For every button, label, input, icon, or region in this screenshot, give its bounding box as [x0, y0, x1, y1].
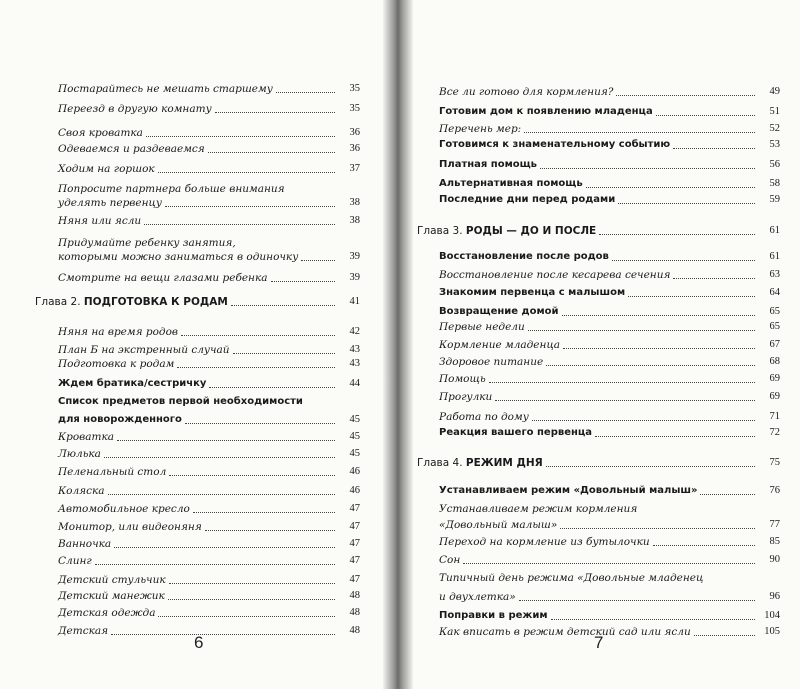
entry-page-number: 63: [769, 269, 780, 280]
toc-entry: [58, 77, 360, 95]
entry-title: Пеленальный стол: [58, 466, 167, 478]
dot-leader: [301, 260, 335, 261]
entry-page-number: 67: [769, 339, 780, 350]
entry-title: Как вписать в режим детский сад или ясли: [439, 626, 691, 638]
entry-page-number: 44: [349, 378, 360, 389]
toc-entry: [58, 584, 360, 602]
dot-leader: [653, 545, 755, 546]
entry-title: Платная помощь: [439, 159, 537, 170]
entry-page-number: 75: [769, 457, 780, 468]
toc-entry: [439, 245, 780, 263]
toc-entry: [439, 350, 780, 368]
entry-title: и двухлетка»: [439, 591, 516, 603]
dot-leader: [560, 528, 755, 529]
entry-page-number: 41: [349, 296, 360, 307]
toc-entry: [58, 515, 360, 533]
entry-page-number: 48: [349, 607, 360, 618]
entry-page-number: 105: [764, 626, 780, 637]
entry-page-number: 36: [349, 127, 360, 138]
dot-leader: [177, 367, 335, 368]
toc-entry: [439, 80, 780, 98]
entry-title: Возвращение домой: [439, 306, 559, 317]
entry-title: Поправки в режим: [439, 610, 548, 621]
dot-leader: [616, 95, 755, 96]
entry-page-number: 56: [769, 159, 780, 170]
dot-leader: [144, 224, 335, 225]
chapter-name: РОДЫ — ДО И ПОСЛЕ: [465, 225, 597, 237]
dot-leader: [563, 348, 755, 349]
entry-title: уделять первенцу: [58, 197, 162, 209]
chapter-label: Глава 4.: [417, 457, 466, 469]
toc-entry: [439, 263, 780, 281]
entry-title: Кормление младенца: [439, 339, 561, 351]
chapter-label: Глава 3.: [417, 225, 466, 237]
entry-page-number: 58: [769, 178, 780, 189]
dot-leader: [673, 148, 755, 149]
toc-entry: [58, 460, 360, 478]
entry-page-number: 46: [349, 466, 360, 477]
dot-leader: [108, 494, 336, 495]
chapter-label: Глава 2.: [35, 296, 84, 308]
toc-chapter-heading: [417, 451, 780, 469]
entry-title: Ходим на горшок: [58, 163, 155, 175]
toc-entry: [439, 315, 780, 333]
dot-leader: [700, 494, 755, 495]
entry-title: Детский стульчик: [58, 574, 166, 586]
entry-title: Детский манежик: [58, 590, 165, 602]
toc-entry: [58, 209, 360, 227]
entry-page-number: 47: [349, 574, 360, 585]
entry-title: Помощь: [439, 373, 486, 385]
toc-entry: [58, 619, 360, 637]
dot-leader: [95, 564, 335, 565]
toc-entry: [439, 385, 780, 403]
chapter-title: [417, 457, 543, 469]
chapter-title: [417, 225, 596, 237]
entry-title: Список предметов первой необходимости: [58, 396, 303, 407]
toc-entry: [439, 530, 780, 548]
dot-leader: [628, 296, 755, 297]
entry-page-number: 104: [764, 610, 780, 621]
entry-page-number: 59: [769, 194, 780, 205]
entry-title: План Б на экстренный случай: [58, 344, 230, 356]
entry-title: Альтернативная помощь: [439, 178, 583, 189]
dot-leader: [117, 440, 335, 441]
toc-entry: [58, 532, 360, 550]
toc-entry: [439, 513, 780, 531]
entry-page-number: 65: [769, 306, 780, 317]
entry-page-number: 39: [349, 272, 360, 283]
toc-entry: [58, 266, 360, 284]
dot-leader: [114, 547, 335, 548]
dot-leader: [158, 172, 335, 173]
toc-entry: [58, 191, 360, 209]
dot-leader: [519, 600, 755, 601]
entry-page-number: 45: [349, 414, 360, 425]
toc-entry: [439, 367, 780, 385]
toc-entry: [439, 585, 780, 603]
entry-page-number: 43: [349, 344, 360, 355]
entry-page-number: 61: [769, 225, 780, 236]
entry-title: Смотрите на вещи глазами ребенка: [58, 272, 268, 284]
entry-title: Сон: [439, 554, 461, 566]
entry-title: Постарайтесь не мешать старшему: [58, 83, 273, 95]
toc-entry: [58, 425, 360, 443]
entry-title: Реакция вашего первенца: [439, 427, 593, 438]
entry-page-number: 38: [349, 197, 360, 208]
entry-title: Попросите партнера больше внимания: [58, 183, 285, 195]
toc-entry: [439, 133, 780, 151]
entry-page-number: 77: [769, 519, 780, 530]
entry-title: Своя кроватка: [58, 127, 143, 139]
dot-leader: [231, 305, 335, 306]
page-number-left: 6: [194, 633, 204, 652]
toc-entry: [439, 566, 780, 584]
entry-page-number: 64: [769, 287, 780, 298]
toc-entry: [58, 97, 360, 115]
entry-title: Работа по дому: [439, 411, 529, 423]
dot-leader: [599, 234, 755, 235]
toc-entry: [439, 281, 780, 299]
toc-chapter-heading: [35, 290, 360, 308]
entry-title: которыми можно заниматься в одиночку: [58, 251, 299, 263]
entry-page-number: 39: [349, 251, 360, 262]
dot-leader: [169, 475, 335, 476]
dot-leader: [673, 278, 755, 279]
entry-page-number: 90: [769, 554, 780, 565]
entry-title: Последние дни перед родами: [439, 194, 616, 205]
entry-title: «Довольный малыш»: [439, 519, 558, 531]
entry-page-number: 72: [769, 427, 780, 438]
entry-page-number: 96: [769, 591, 780, 602]
dot-leader: [276, 92, 335, 93]
entry-page-number: 48: [349, 625, 360, 636]
toc-entry: [439, 100, 780, 118]
entry-page-number: 71: [769, 411, 780, 422]
entry-title: Здоровое питание: [439, 356, 544, 368]
entry-title: Одеваемся и раздеваемся: [58, 143, 205, 155]
entry-title: Готовим дом к появлению младенца: [439, 106, 653, 117]
toc-entry: [58, 372, 360, 390]
dot-leader: [215, 112, 335, 113]
toc-entry: [58, 320, 360, 338]
dot-leader: [463, 563, 755, 564]
dot-leader: [656, 115, 755, 116]
toc-entry: [439, 153, 780, 171]
toc-entry: [58, 245, 360, 263]
entry-page-number: 46: [349, 485, 360, 496]
entry-page-number: 61: [769, 251, 780, 262]
entry-page-number: 42: [349, 326, 360, 337]
entry-title: Перечень мер:: [439, 123, 522, 135]
entry-page-number: 52: [769, 123, 780, 134]
book-gutter: [383, 0, 413, 689]
toc-entry: [439, 479, 780, 497]
entry-title: Люлька: [58, 448, 101, 460]
entry-title: Придумайте ребенку занятия,: [58, 237, 236, 249]
dot-leader: [489, 382, 755, 383]
entry-title: Няня или ясли: [58, 215, 142, 227]
entry-page-number: 76: [769, 485, 780, 496]
entry-title: Ждем братика/сестричку: [58, 378, 207, 389]
toc-entry: [439, 188, 780, 206]
entry-page-number: 47: [349, 503, 360, 514]
dot-leader: [694, 635, 755, 636]
dot-leader: [209, 387, 335, 388]
entry-title: Ванночка: [58, 538, 112, 550]
left-page: [0, 0, 387, 689]
toc-entry: [58, 497, 360, 515]
dot-leader: [546, 365, 755, 366]
dot-leader: [546, 466, 755, 467]
entry-title: Готовимся к знаменательному событию: [439, 139, 671, 150]
entry-page-number: 47: [349, 555, 360, 566]
entry-page-number: 53: [769, 139, 780, 150]
entry-title: Переход на кормление из бутылочки: [439, 536, 650, 548]
entry-title: Подготовка к родам: [58, 358, 175, 370]
entry-title: Устанавливаем режим «Довольный малыш»: [439, 485, 698, 496]
entry-page-number: 45: [349, 431, 360, 442]
entry-page-number: 68: [769, 356, 780, 367]
dot-leader: [168, 599, 335, 600]
dot-leader: [104, 457, 335, 458]
entry-title: Детская одежда: [58, 607, 156, 619]
entry-title: для новорожденного: [58, 414, 182, 425]
entry-title: Автомобильное кресло: [58, 503, 190, 515]
dot-leader: [540, 168, 755, 169]
dot-leader: [185, 423, 335, 424]
toc-entry: [439, 548, 780, 566]
entry-page-number: 35: [349, 83, 360, 94]
entry-title: Переезд в другую комнату: [58, 103, 212, 115]
entry-page-number: 43: [349, 358, 360, 369]
entry-title: Все ли готово для кормления?: [439, 86, 614, 98]
toc-entry: [58, 157, 360, 175]
entry-title: Няня на время родов: [58, 326, 179, 338]
dot-leader: [181, 335, 335, 336]
entry-page-number: 51: [769, 106, 780, 117]
entry-page-number: 38: [349, 215, 360, 226]
entry-page-number: 69: [769, 391, 780, 402]
toc-entry: [58, 137, 360, 155]
dot-leader: [193, 512, 335, 513]
toc-entry: [58, 442, 360, 460]
page-number-right: 7: [594, 633, 604, 652]
entry-title: Слинг: [58, 555, 92, 567]
toc-entry: [58, 390, 360, 408]
entry-title: Устанавливаем режим кормления: [439, 503, 638, 515]
entry-page-number: 65: [769, 321, 780, 332]
entry-title: Знакомим первенца с малышом: [439, 287, 626, 298]
chapter-title: [35, 296, 228, 308]
toc-entry: [58, 352, 360, 370]
dot-leader: [495, 400, 755, 401]
toc-entry: [58, 479, 360, 497]
dot-leader: [208, 152, 335, 153]
toc-entry: [439, 421, 780, 439]
dot-leader: [205, 530, 335, 531]
entry-title: Восстановление после кесарева сечения: [439, 269, 671, 281]
right-page: [407, 0, 800, 689]
entry-page-number: 35: [349, 103, 360, 114]
entry-title: Коляска: [58, 485, 105, 497]
entry-page-number: 48: [349, 590, 360, 601]
toc-entry: [439, 620, 780, 638]
entry-title: Детская: [58, 625, 109, 637]
toc-entry: [58, 601, 360, 619]
entry-page-number: 69: [769, 373, 780, 384]
entry-page-number: 49: [769, 86, 780, 97]
chapter-name: РЕЖИМ ДНЯ: [465, 457, 543, 469]
entry-page-number: 47: [349, 521, 360, 532]
entry-title: Первые недели: [439, 321, 525, 333]
dot-leader: [158, 616, 335, 617]
entry-title: Кроватка: [58, 431, 115, 443]
chapter-name: ПОДГОТОВКА К РОДАМ: [83, 296, 228, 308]
toc-entry: [439, 333, 780, 351]
dot-leader: [618, 203, 755, 204]
toc-entry: [58, 549, 360, 567]
entry-title: Типичный день режима «Довольные младенец: [439, 572, 704, 584]
dot-leader: [111, 634, 335, 635]
toc-entry: [58, 408, 360, 426]
entry-page-number: 37: [349, 163, 360, 174]
entry-page-number: 36: [349, 143, 360, 154]
dot-leader: [612, 260, 755, 261]
entry-page-number: 85: [769, 536, 780, 547]
dot-leader: [595, 436, 755, 437]
dot-leader: [528, 330, 755, 331]
entry-title: Прогулки: [439, 391, 493, 403]
dot-leader: [271, 281, 335, 282]
toc-chapter-heading: [417, 219, 780, 237]
entry-page-number: 47: [349, 538, 360, 549]
dot-leader: [165, 206, 335, 207]
entry-title: Восстановление после родов: [439, 251, 609, 262]
entry-title: Монитор, или видеоняня: [58, 521, 202, 533]
entry-page-number: 45: [349, 448, 360, 459]
